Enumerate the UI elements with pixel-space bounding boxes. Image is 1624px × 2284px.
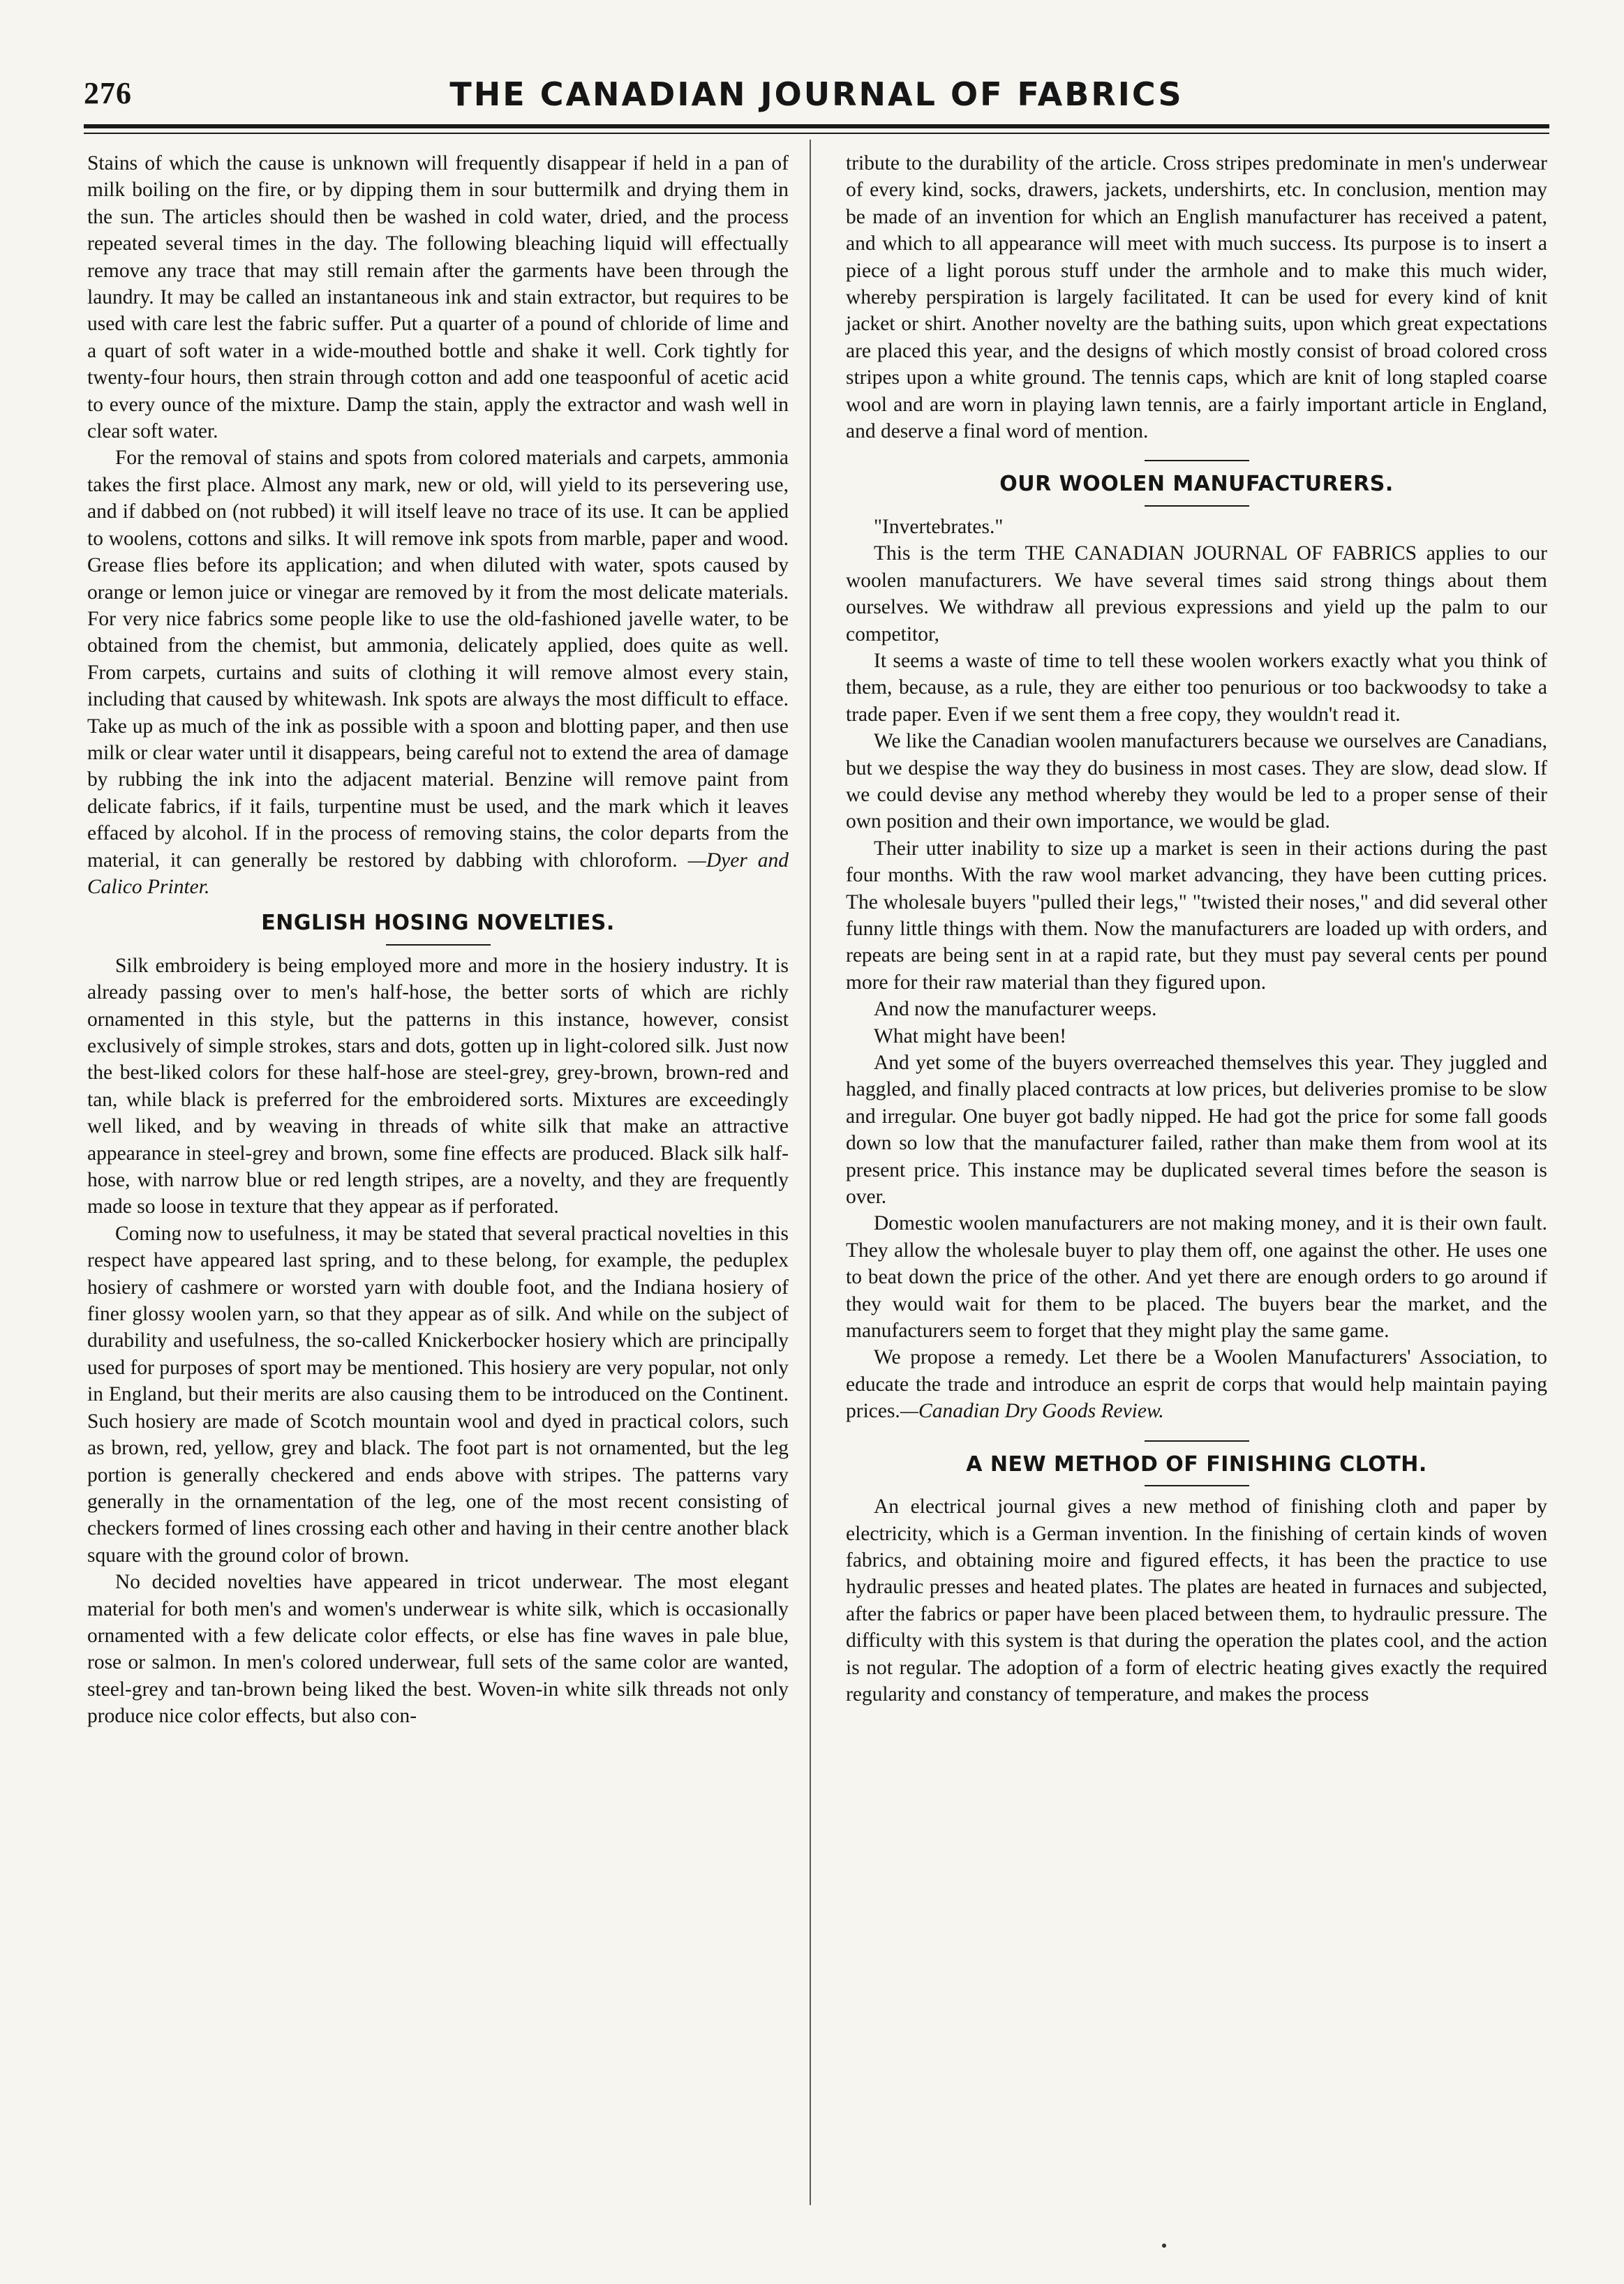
- woolen-paragraph-text: We propose a remedy. Let there be a Woolen Manufacturers' Association, to educate the trade and introduce an esprit de corps that would help maintain paying prices.: [846, 1346, 1547, 1423]
- left-column: [87, 150, 789, 1730]
- finishing-paragraph: An electrical journal gives a new method of finishing cloth and paper by electricity, which is a German invention. In the finishing of certain kinds of woven fabrics, and obtaining moire and figured effects, it has been the practice to use hydraulic presses and heated plates. The plates are heated in furnaces and subjected, after the fabrics or paper have been placed between them, to hydraulic pressure. The difficulty with this system is that during the operation the plates cool, and the action is not regular. The adoption of a form of electric heating gives exactly the required regularity and constancy of temperature, and makes the process: [846, 1495, 1547, 1705]
- woolen-paragraph: And now the manufacturer weeps.: [874, 998, 1157, 1021]
- finishing-section-title: A NEW METHOD OF FINISHING CLOTH.: [966, 1451, 1427, 1477]
- header-rule-thin: [84, 133, 1549, 134]
- hosing-paragraph: No decided novelties have appeared in tricot underwear. The most elegant material for both men's and women's underwear is white silk, which is occasionally ornamented with a few delicate color effects, or else has fine waves in pale blue, rose or salmon. In men's colored underwear, full sets of the same color are wanted, steel-grey and tan-brown being liked the best. Woven-in white silk threads not only produce nice color effects, but also con-: [87, 1571, 789, 1728]
- woolen-paragraph: What might have been!: [874, 1024, 1067, 1047]
- header-rule-thick: [84, 124, 1549, 128]
- hosing-paragraph: Silk embroidery is being employed more and more in the hosiery industry. It is already passing over to men's half-hose, the better sorts of which are richly ornamented in this style, but the patterns in this instance, however, consist exclusively of simple strokes, stars and dots, gotten up in light-colored silk. Just now the best-liked colors for these half-hose are steel-grey, grey-brown, brown-red and tan, while black is preferred for the embroidered sorts. Mixtures are exceedingly well liked, and by weaving in threads of white silk that make an attractive appearance in steel-grey and brown, some fine effects are produced. Black silk half-hose, with narrow blue or red length stripes, are a novelty, and they are frequently made so loose in texture that they appear as if perforated.: [87, 954, 789, 1218]
- woolen-paragraph: [846, 1344, 1547, 1424]
- stains-paragraph-text: For the removal of stains and spots from colored materials and carpets, ammonia takes the first place. Almost any mark, new or old, will yield to its persevering use, and if dabbed on (not rubbed) it will itself leave no trace of its use. It can be applied to woolens, cottons and silks. It will remove ink spots from marble, paper and wood. Grease flies before its application; and when diluted with water, spots caused by orange or lemon juice or vinegar are removed by it from the most delicate materials. For very nice fabrics some people like to use the old-fashioned javelle water, to be obtained from the chemist, but ammonia, delicately applied, does quite as well. From carpets, curtains and suits of clothing it will remove almost every stain, including that caused by whitewash. Ink spots are always the most difficult to efface. Take up as much of the ink as possible with a spoon and blotting paper, and then use milk or clear water until it disappears, being careful not to extend the area of damage by rubbing the ink into the adjacent material. Benzine will remove paint from delicate fabrics, if it fails, turpentine must be used, and the mark which it leaves effaced by alcohol. If in the process of removing stains, the color departs from the material, it can generally be restored by dabbing with chloroform.: [87, 447, 789, 872]
- bottom-dot: [1162, 2244, 1166, 2248]
- finishing-title-rule: [1145, 1485, 1249, 1486]
- woolen-paragraph: Their utter inability to size up a market is seen in their actions during the past four months. With the raw wool market advancing, they have been cutting prices. The wholesale buyers "pulled their legs," "twisted their noses," and did several other funny little things with them. Now the manufacturers are loaded up with orders, and repeats are being sent in at a rapid rate, but they must pay several cents per pound more for their raw material than they figured upon.: [846, 837, 1547, 994]
- woolen-quote: "Invertebrates.": [874, 515, 1004, 538]
- finishing-title-top-rule: [1145, 1440, 1249, 1442]
- woolen-section-title: OUR WOOLEN MANUFACTURERS.: [999, 472, 1394, 497]
- hosing-title-rule: [386, 944, 491, 946]
- stains-paragraph: Stains of which the cause is unknown will frequently disappear if held in a pan of milk boiling on the fire, or by dipping them in sour buttermilk and drying them in the sun. The articles should then be washed in cold water, dried, and the process repeated several times in the day. The following bleaching liquid will effectually remove any trace that may still remain after the garments have been through the laundry. It may be called an instantaneous ink and stain extractor, but requires to be used with care lest the fabric suffer. Put a quarter of a pound of chloride of lime and a quart of soft water in a wide-mouthed bottle and shake it well. Cork tightly for twenty-four hours, then strain through cotton and add one teaspoonful of acetic acid to every ounce of the mixture. Damp the stain, apply the extractor and wash well in clear soft water.: [87, 152, 789, 443]
- woolen-credit: —Canadian Dry Goods Review.: [900, 1400, 1164, 1423]
- woolen-paragraph: This is the term THE CANADIAN JOURNAL OF FABRICS applies to our woolen manufacturers. We have several times said strong things about them ourselves. We withdraw all previous expressions and yield up the palm to our competitor,: [846, 542, 1547, 645]
- woolen-paragraph: We like the Canadian woolen manufacturers because we ourselves are Canadians, but we despise the way they do business in most cases. They are slow, dead slow. If we could devise any method whereby they would be led to a proper sense of their own position and their own importance, we would be glad.: [846, 730, 1548, 833]
- journal-title: THE CANADIAN JOURNAL OF FABRICS: [449, 75, 1184, 113]
- right-column: [846, 150, 1547, 1708]
- woolen-title-rule: [1145, 505, 1249, 507]
- page-number: 276: [84, 76, 132, 110]
- hosing-section-title: ENGLISH HOSING NOVELTIES.: [261, 911, 615, 936]
- column-divider: [810, 140, 811, 2205]
- stains-credit: —Dyer and Calico Printer.: [87, 849, 789, 898]
- hosing-paragraph: Coming now to usefulness, it may be stated that several practical novelties in this respect have appeared last spring, and to these belong, for example, the peduplex hosiery of cashmere or worsted yarn with double foot, and the Indiana hosiery of finer glossy woolen yarn, so that they appear as of silk. And while on the subject of durability and usefulness, the so-called Knickerbocker hosiery which are principally used for purposes of sport may be mentioned. This hosiery are very popular, not only in England, but their merits are also causing them to be introduced on the Continent. Such hosiery are made of Scotch mountain wool and dyed in practical colors, such as brown, red, yellow, grey and black. The foot part is not ornamented, but the leg portion is generally checkered and ends above with stripes. The patterns vary generally in the ornamentation of the leg, one of the most recent consisting of checkers formed of lines crossing each other and having in their centre another black square with the ground color of brown.: [87, 1222, 789, 1567]
- hosing-continuation: tribute to the durability of the article. Cross stripes predominate in men's underwear of every kind, socks, drawers, jackets, undershirts, etc. In conclusion, mention may be made of an invention for which an English manufacturer has received a patent, and which to all appearance will meet with much success. Its purpose is to insert a piece of a light porous stuff under the armhole and to make this much wider, whereby perspiration is largely facilitated. It can be used for every kind of knit jacket or shirt. Another novelty are the bathing suits, upon which great expectations are placed this year, and the designs of which mostly consist of broad colored cross stripes upon a white ground. The tennis caps, which are knit of long stapled coarse wool and are worn in playing lawn tennis, are a fairly important article in England, and deserve a final word of mention.: [846, 152, 1547, 443]
- woolen-paragraph: It seems a waste of time to tell these woolen workers exactly what you think of them, because, as a rule, they are either too penurious or too backwoodsy to take a trade paper. Even if we sent them a free copy, they wouldn't read it.: [846, 649, 1547, 726]
- page-header: [84, 75, 1549, 117]
- woolen-title-top-rule: [1145, 460, 1249, 461]
- stains-paragraph: [87, 445, 789, 900]
- woolen-paragraph: And yet some of the buyers overreached themselves this year. They juggled and haggled, and finally placed contracts at low prices, but deliveries promise to be slow and irregular. One buyer got badly nipped. He had got the price for some fall goods down so low that the manufacturer failed, rather than make them from wool at its present price. This instance may be duplicated several times before the season is over.: [846, 1052, 1547, 1209]
- woolen-paragraph: Domestic woolen manufacturers are not making money, and it is their own fault. They allow the wholesale buyer to play them off, one against the other. He uses one to beat down the price of the other. And yet there are enough orders to go around if they would wait for them to be placed. The buyers bear the market, and the manufacturers seem to forget that they might play the same game.: [846, 1212, 1547, 1343]
